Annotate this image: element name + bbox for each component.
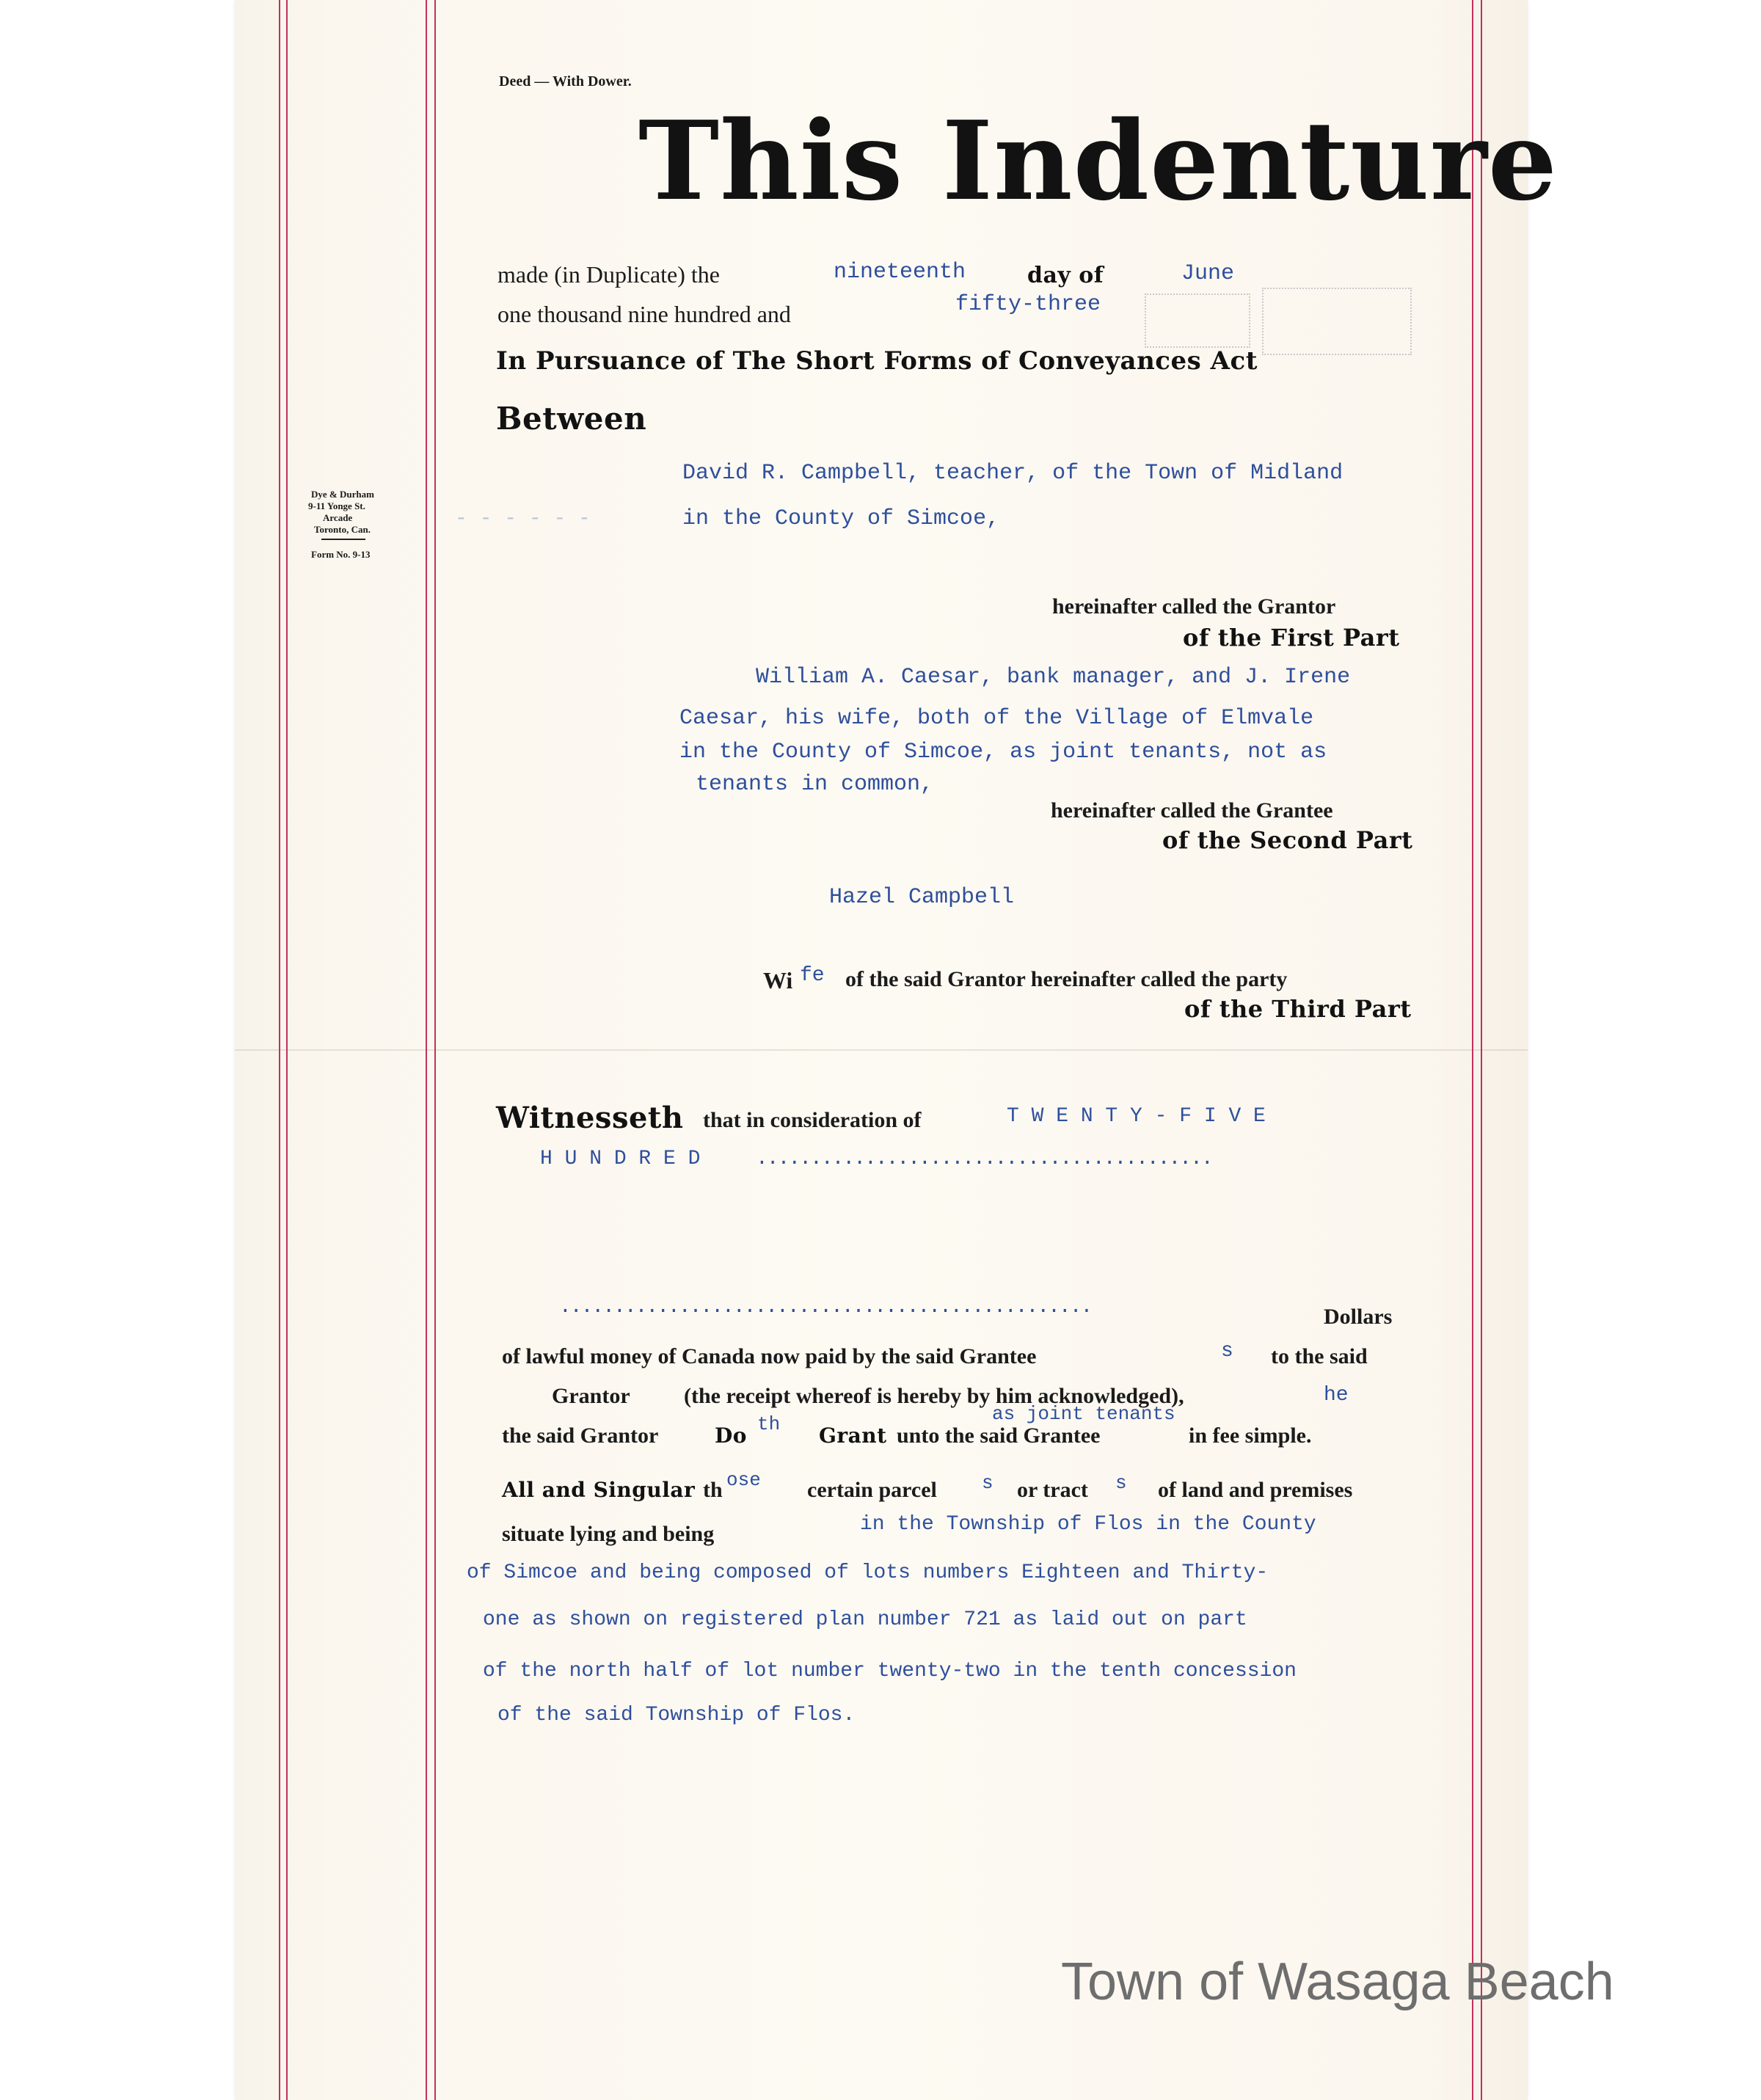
- grantor-line-2: in the County of Simcoe,: [682, 506, 1000, 531]
- faint-offset-text: - - - - - -: [455, 508, 591, 531]
- amount-line-2: H U N D R E D: [540, 1148, 701, 1170]
- year-value: fifty-three: [955, 292, 1101, 317]
- printer-name: Dye & Durham: [311, 489, 374, 500]
- right-margin-rule-outer: [1472, 0, 1473, 2100]
- grantor-line-1: David R. Campbell, teacher, of the Town of Midland: [682, 461, 1343, 486]
- document-title: This Indenture: [638, 97, 1558, 225]
- parcel-s-typed: s: [982, 1472, 993, 1494]
- consideration-text: that in consideration of: [703, 1108, 922, 1132]
- wife-suffix-typed: fe: [800, 964, 825, 987]
- day-of-label: day of: [1027, 263, 1104, 288]
- third-party-name: Hazel Campbell: [829, 885, 1015, 910]
- watermark: Town of Wasaga Beach: [1061, 1953, 1614, 2011]
- left-margin-rule-inner: [286, 0, 288, 2100]
- parcel-ose-typed: ose: [726, 1469, 761, 1491]
- printer-arcade: Arcade: [323, 512, 353, 523]
- amount-dots-2: .................................................: [559, 1296, 1092, 1319]
- grant-word: Grant: [819, 1423, 887, 1448]
- description-line-5: of the said Township of Flos.: [497, 1704, 856, 1727]
- grantees-plural-typed: s: [1221, 1340, 1233, 1363]
- third-part-label: of the Third Part: [1184, 995, 1412, 1023]
- made-label: made (in Duplicate) the: [497, 261, 720, 288]
- receipt-he: he: [1324, 1384, 1349, 1407]
- witnesseth-label: Witnesseth: [496, 1101, 684, 1135]
- doth-printed: Do: [715, 1423, 747, 1448]
- grant-text-1: the said Grantor: [502, 1423, 659, 1448]
- grantee-line-2: Caesar, his wife, both of the Village of Elmvale: [679, 706, 1314, 731]
- description-line-2: of Simcoe and being composed of lots numbers Eighteen and Thirty-: [467, 1561, 1269, 1584]
- grantee-line-4: tenants in common,: [696, 772, 934, 797]
- description-line-3: one as shown on registered plan number 721 as laid out on part: [483, 1608, 1247, 1631]
- parcel-th: th: [703, 1478, 723, 1502]
- month-value: June: [1181, 261, 1235, 286]
- joint-tenants-insert: as joint tenants: [992, 1403, 1175, 1425]
- left-margin-rule-outer: [279, 0, 280, 2100]
- perforation-stamp-mark: [1145, 294, 1250, 348]
- grantee-line-3: in the County of Simcoe, as joint tenants, not as: [679, 740, 1327, 765]
- grant-text-2: unto the said Grantee: [897, 1423, 1101, 1448]
- fold-crease: [235, 1049, 1528, 1051]
- tract-s-typed: s: [1115, 1472, 1127, 1494]
- description-line-1: in the Township of Flos in the County: [860, 1513, 1316, 1536]
- day-value: nineteenth: [834, 260, 966, 285]
- amount-line-1: T W E N T Y - F I V E: [1007, 1105, 1266, 1128]
- dollars-label: Dollars: [1324, 1305, 1393, 1329]
- grantee-called: hereinafter called the Grantee: [1051, 798, 1333, 823]
- certain-parcel: certain parcel: [807, 1478, 937, 1502]
- grantee-line-1: William A. Caesar, bank manager, and J. Irene: [756, 665, 1351, 690]
- wife-prefix: Wi: [763, 967, 793, 994]
- receipt-text: (the receipt whereof is hereby by him acknowledged),: [684, 1384, 1184, 1408]
- grantor-called: hereinafter called the Grantor: [1052, 594, 1336, 619]
- or-tract: or tract: [1017, 1478, 1088, 1502]
- imprint-divider: [321, 539, 365, 540]
- between-label: Between: [496, 401, 647, 437]
- to-the-said: to the said: [1271, 1344, 1368, 1368]
- situate-label: situate lying and being: [502, 1522, 715, 1546]
- content-margin-rule-outer: [426, 0, 427, 2100]
- first-part-label: of the First Part: [1183, 624, 1400, 652]
- form-number: Form No. 9-13: [311, 549, 371, 560]
- printer-address: 9-11 Yonge St.: [308, 500, 365, 511]
- description-line-4: of the north half of lot number twenty-two in the tenth concession: [483, 1660, 1297, 1682]
- form-header: Deed — With Dower.: [499, 73, 632, 90]
- year-label: one thousand nine hundred and: [497, 301, 791, 327]
- second-part-label: of the Second Part: [1162, 826, 1413, 854]
- doth-typed: th: [757, 1413, 781, 1435]
- printer-city: Toronto, Can.: [314, 524, 371, 535]
- content-margin-rule-inner: [434, 0, 436, 2100]
- land-and-premises: of land and premises: [1158, 1478, 1353, 1502]
- all-and-singular: All and Singular: [502, 1478, 696, 1502]
- perforation-stamp-mark: [1262, 288, 1412, 355]
- lawful-money-text: of lawful money of Canada now paid by the said Grantee: [502, 1344, 1037, 1368]
- receipt-grantor: Grantor: [552, 1384, 630, 1408]
- right-margin-rule-inner: [1481, 0, 1482, 2100]
- amount-dots-1: ..........................................: [756, 1148, 1212, 1170]
- act-line: In Pursuance of The Short Forms of Conveyances Act: [496, 346, 1258, 376]
- fee-simple: in fee simple.: [1189, 1423, 1312, 1448]
- third-party-called: of the said Grantor hereinafter called the party: [845, 967, 1288, 991]
